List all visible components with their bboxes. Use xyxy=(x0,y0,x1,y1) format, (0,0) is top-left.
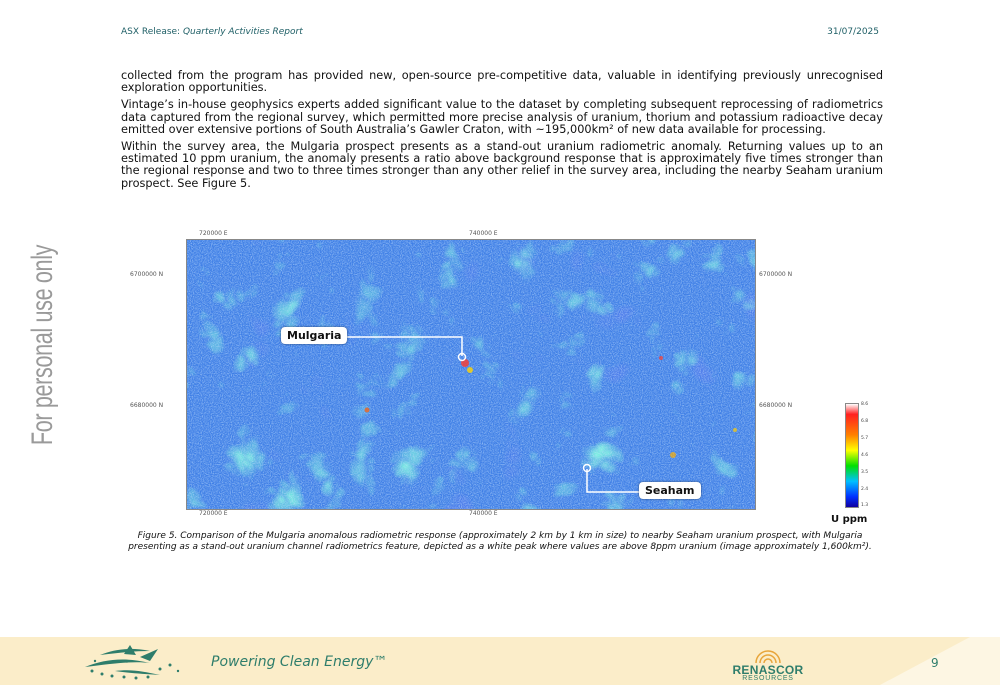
legend-tick: 8.6 xyxy=(861,402,869,407)
footer-wedge-graphic xyxy=(880,637,1000,685)
legend-tick: 6.8 xyxy=(861,419,869,424)
radiometric-map xyxy=(186,239,756,510)
watermark-text: For personal use only xyxy=(26,244,59,446)
watermark xyxy=(18,225,68,465)
color-scale-legend xyxy=(845,403,885,523)
brand-subtitle: RESOURCES xyxy=(742,675,794,682)
coord-label: 6680000 N xyxy=(130,402,164,409)
radiometric-map-image xyxy=(187,240,755,509)
legend-unit-label: U ppm xyxy=(831,514,868,525)
coord-label: 6700000 N xyxy=(130,271,164,278)
renascor-logo xyxy=(718,661,818,682)
legend-tick: 2.4 xyxy=(861,487,869,492)
paragraph: Vintage’s in-house geophysics experts added significant value to the dataset by completing subsequent reprocessing of radiometrics data captured from the regional survey, which permitted more precise analysis of uranium, thorium and potassium radioactive decay emitted over extensive portions of South Australia’s Gawler Craton, with ~195,000km² of new data available for processing. xyxy=(121,98,883,136)
coord-label: 720000 E xyxy=(199,230,228,237)
seaham-callout: Seaham xyxy=(639,482,701,499)
release-prefix: ASX Release: xyxy=(121,27,183,37)
color-scale-bar xyxy=(845,403,859,508)
page-header xyxy=(121,27,879,41)
page-footer xyxy=(0,637,1000,685)
legend-tick: 4.6 xyxy=(861,453,869,458)
page-number: 9 xyxy=(931,656,939,670)
figure-5 xyxy=(127,230,887,530)
figure-caption: Figure 5. Comparison of the Mulgaria anomalous radiometric response (approximately 2 km by 1 km in size) to nearby Seaham uranium prospect, with Mulgaria presenting as a stand-out uranium channel radiometrics feature, depicted as a white peak where values are above 8ppm uranium (image approximately 1,600km²). xyxy=(128,531,872,552)
body-text xyxy=(121,70,883,195)
coord-label: 740000 E xyxy=(469,510,498,517)
paragraph: Within the survey area, the Mulgaria prospect presents as a stand-out uranium radiometric anomaly. Returning values up to an estimated 10 ppm uranium, the anomaly presents a ratio above background response that is approximately five times stronger than the regional response and two to three times stronger than any other relief in the survey area, including the nearby Seaham uranium prospect. See Figure 5. xyxy=(121,140,883,190)
legend-tick: 5.7 xyxy=(861,436,869,441)
release-title: Quarterly Activities Report xyxy=(182,27,303,37)
coord-label: 740000 E xyxy=(469,230,498,237)
sunflower-logo-icon xyxy=(80,641,186,681)
release-label xyxy=(121,27,303,37)
footer-tagline: Powering Clean Energy™ xyxy=(211,654,388,670)
release-date: 31/07/2025 xyxy=(827,27,879,37)
legend-tick: 1.3 xyxy=(861,503,869,508)
coord-label: 6680000 N xyxy=(759,402,793,409)
coord-label: 6700000 N xyxy=(759,271,793,278)
brand-name: RENASCOR xyxy=(732,663,804,677)
mulgaria-callout: Mulgaria xyxy=(281,327,347,344)
sunrise-icon xyxy=(748,649,788,663)
paragraph: collected from the program has provided new, open-source pre-competitive data, valuable in identifying previously unrecognised exploration opportunities. xyxy=(121,69,883,95)
coord-label: 720000 E xyxy=(199,510,228,517)
legend-tick: 3.5 xyxy=(861,470,869,475)
